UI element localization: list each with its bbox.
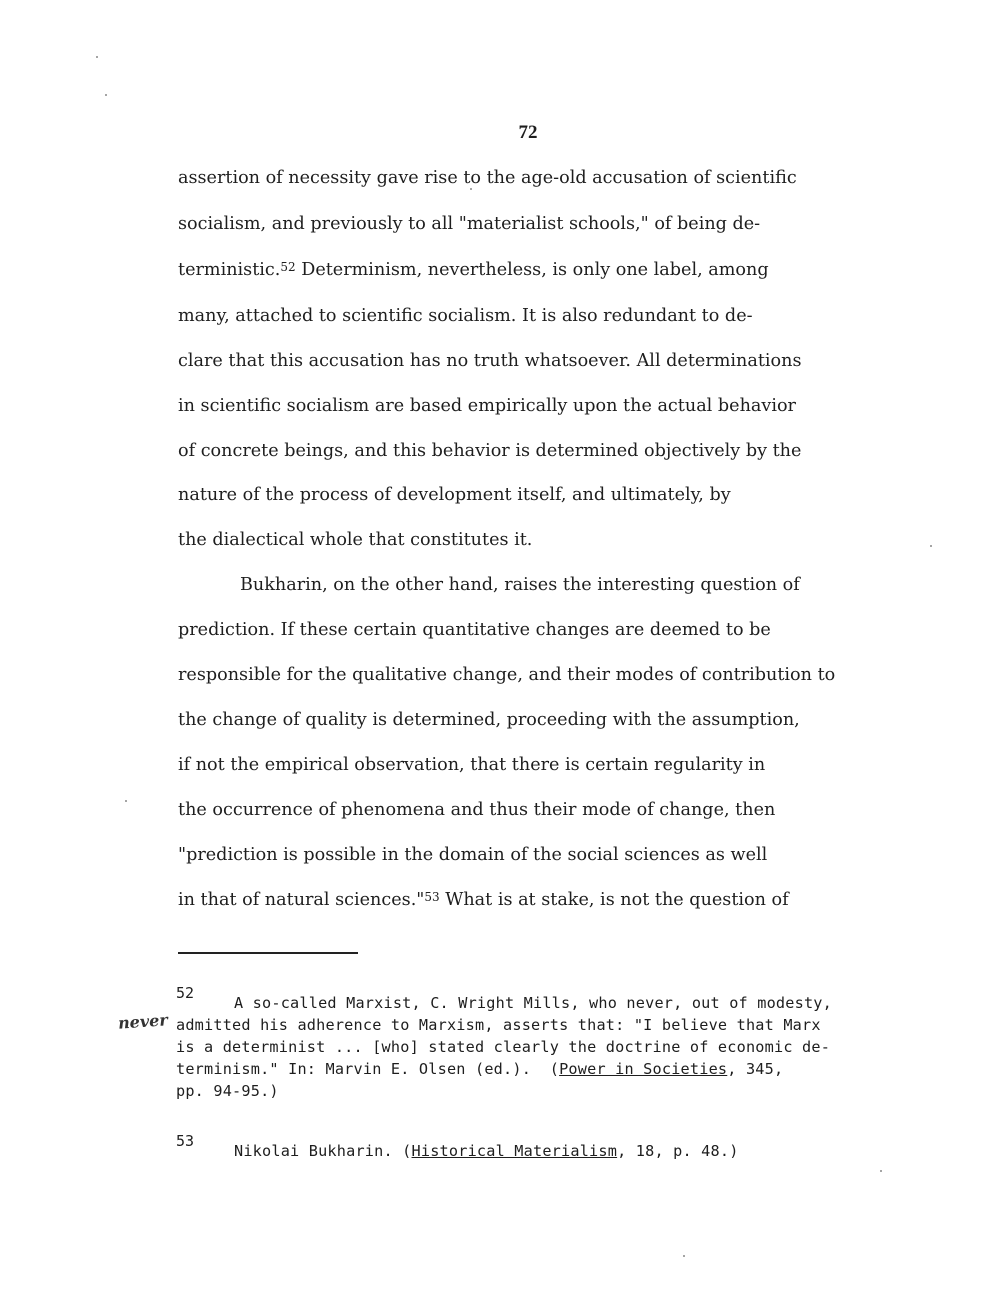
scan-speck <box>930 545 932 547</box>
footnote-ref-52: 52 <box>280 260 296 274</box>
body-line: if not the empirical observation, that there is certain regularity in <box>178 755 766 775</box>
footnote-ref-53: 53 <box>424 890 440 904</box>
body-line-text: What is at stake, is not the question of <box>439 890 789 910</box>
footnote-text: Nikolai Bukharin. ( <box>234 1142 412 1160</box>
scan-speck <box>125 800 127 802</box>
body-line <box>178 260 769 281</box>
scan-speck <box>880 1170 882 1172</box>
body-line-text: Determinism, nevertheless, is only one label, among <box>295 260 769 280</box>
scan-speck <box>105 94 107 96</box>
body-line: clare that this accusation has no truth whatsoever. All determinations <box>178 351 802 371</box>
body-line: the change of quality is determined, proceeding with the assumption, <box>178 710 800 730</box>
body-line: in scientific socialism are based empirically upon the actual behavior <box>178 396 796 416</box>
body-line: Bukharin, on the other hand, raises the interesting question of <box>240 575 800 595</box>
body-line: "prediction is possible in the domain of the social sciences as well <box>178 845 768 865</box>
scan-speck <box>470 188 472 190</box>
footnote-line: is a determinist ... [who] stated clearly the doctrine of economic de- <box>176 1038 831 1056</box>
body-line: the occurrence of phenomena and thus their mode of change, then <box>178 800 776 820</box>
scan-speck <box>683 1255 685 1257</box>
footnote-text: terminism." In: Marvin E. Olsen (ed.). <box>176 1060 532 1078</box>
cited-title: Historical Materialism <box>411 1142 618 1160</box>
body-line: socialism, and previously to all "materialist schools," of being de- <box>178 214 761 234</box>
footnote-line: A so-called Marxist, C. Wright Mills, who never, out of modesty, <box>234 994 832 1012</box>
body-line <box>178 890 789 911</box>
body-line: of concrete beings, and this behavior is determined objectively by the <box>178 441 802 461</box>
footnote-number-52: 52 <box>176 984 195 1002</box>
body-line-text: in that of natural sciences." <box>178 890 425 910</box>
body-line: assertion of necessity gave rise to the age-old accusation of scientific <box>178 168 797 188</box>
cited-title: Power in Societies <box>559 1060 728 1078</box>
scan-speck <box>96 56 98 58</box>
footnote-line: pp. 94-95.) <box>176 1082 279 1100</box>
footnote-line: admitted his adherence to Marxism, asserts that: "I believe that Marx <box>176 1016 821 1034</box>
handwritten-margin-note: never <box>117 1010 169 1033</box>
page-number: 72 <box>518 122 538 143</box>
body-line: the dialectical whole that constitutes it. <box>178 530 533 550</box>
footnote-number-53: 53 <box>176 1132 195 1150</box>
footnote-text: , 345, <box>727 1060 784 1078</box>
footnote-line <box>234 1140 739 1162</box>
body-line: responsible for the qualitative change, and their modes of contribution to <box>178 665 836 685</box>
body-line: nature of the process of development itself, and ultimately, by <box>178 485 731 505</box>
body-line: many, attached to scientific socialism. It is also redundant to de- <box>178 306 753 326</box>
footnote-line <box>176 1058 783 1080</box>
body-line: prediction. If these certain quantitative changes are deemed to be <box>178 620 771 640</box>
footnote-text: , 18, p. 48.) <box>617 1142 739 1160</box>
footnote-text: ( <box>549 1060 560 1078</box>
body-line-text: terministic. <box>178 260 281 280</box>
footnote-separator <box>178 952 358 954</box>
